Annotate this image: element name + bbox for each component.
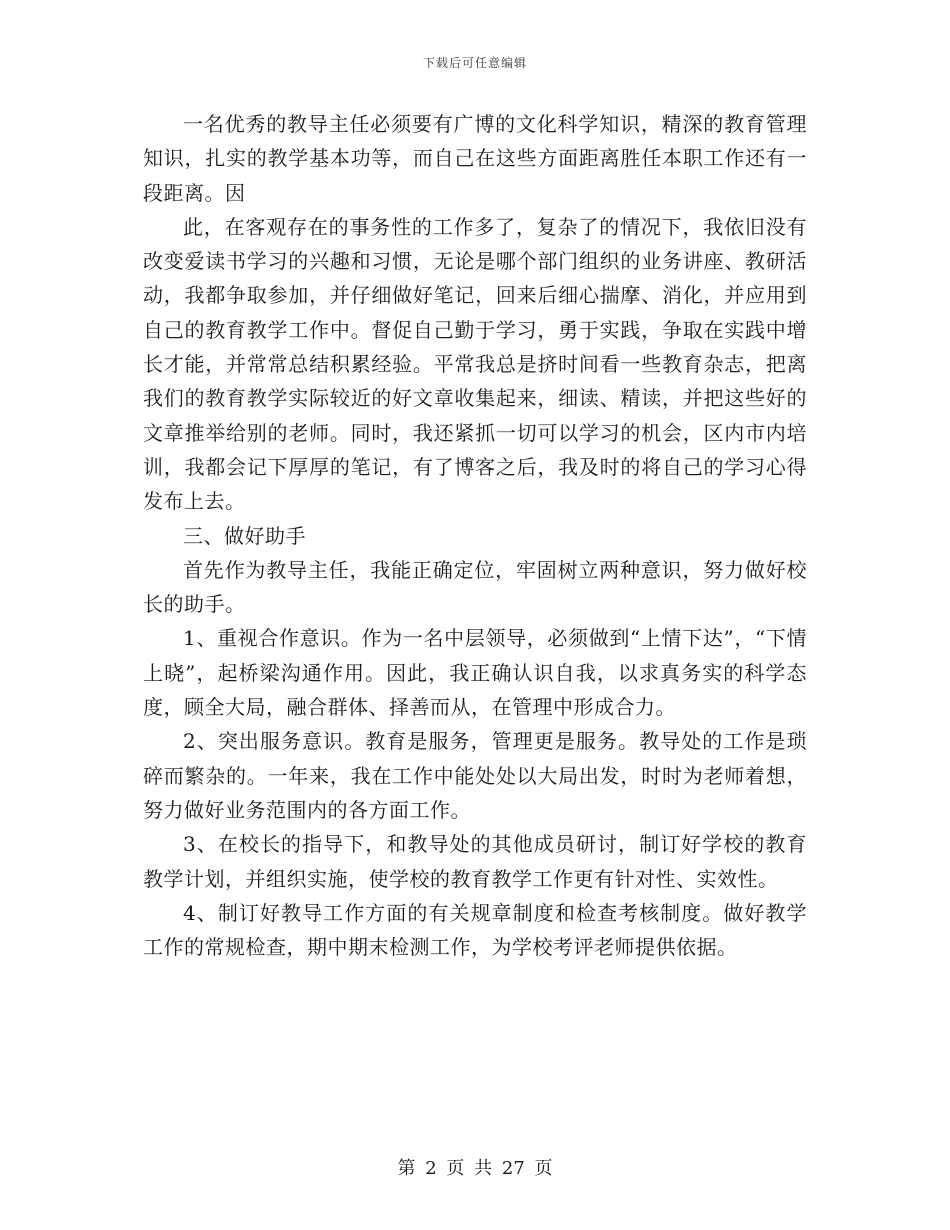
document-body xyxy=(143,107,807,964)
footer-page-label: 页 xyxy=(446,1158,465,1179)
page-number-footer xyxy=(0,1154,950,1180)
paragraph-5: 1、重视合作意识。作为一名中层领导，必须做到“上情下达”，“下情上晓”，起桥梁沟通作用。因此，我正确认识自我，以求真务实的科学态度，顾全大局，融合群体、择善而从，在管理中形成合力。 xyxy=(143,626,807,720)
paragraph-1: 一名优秀的教导主任必须要有广博的文化科学知识，精深的教育管理知识，扎实的教学基本功等，而自己在这些方面距离胜任本职工作还有一段距离。因 xyxy=(143,112,807,205)
page-header-note: 下载后可任意编辑 xyxy=(422,56,527,70)
paragraph-7: 3、在校长的指导下，和教导处的其他成员研讨，制订好学校的教育教学计划，并组织实施，使学校的教育教学工作更有针对性、实效性。 xyxy=(143,832,807,891)
paragraph-4: 首先作为教导主任，我能正确定位，牢固树立两种意识，努力做好校长的助手。 xyxy=(143,557,807,617)
paragraph-2: 此，在客观存在的事务性的工作多了，复杂了的情况下，我依旧没有改变爱读书学习的兴趣和习惯，无论是哪个部门组织的业务讲座、教研活动，我都争取参加，并仔细做好笔记，回来后细心揣摩、消化，并应用到自己的教育教学工作中。督促自己勤于学习，勇于实践，争取在实践中增长才能，并常常总结积累经验。平常我总是挤时间看一些教育杂志，把离我们的教育教学实际较近的好文章收集起来，细读、精读，并把这些好的文章推举给别的老师。同时，我还紧抓一切可以学习的机会，区内市内培训，我都会记下厚厚的笔记，有了博客之后，我及时的将自己的学习心得发布上去。 xyxy=(143,214,807,514)
footer-prefix: 第 xyxy=(397,1158,416,1179)
section-heading-3: 三、做好助手 xyxy=(183,523,306,548)
footer-current-page: 2 xyxy=(425,1158,437,1179)
footer-total-label: 共 xyxy=(474,1158,493,1179)
footer-total-pages: 27 xyxy=(501,1158,525,1179)
paragraph-6: 2、突出服务意识。教育是服务，管理更是服务。教导处的工作是琐碎而繁杂的。一年来，我在工作中能处处以大局出发，时时为老师着想，努力做好业务范围内的各方面工作。 xyxy=(143,729,807,822)
footer-suffix: 页 xyxy=(534,1158,553,1179)
paragraph-8: 4、制订好教导工作方面的有关规章制度和检查考核制度。做好教学工作的常规检查，期中期末检测工作，为学校考评老师提供依据。 xyxy=(143,900,807,960)
